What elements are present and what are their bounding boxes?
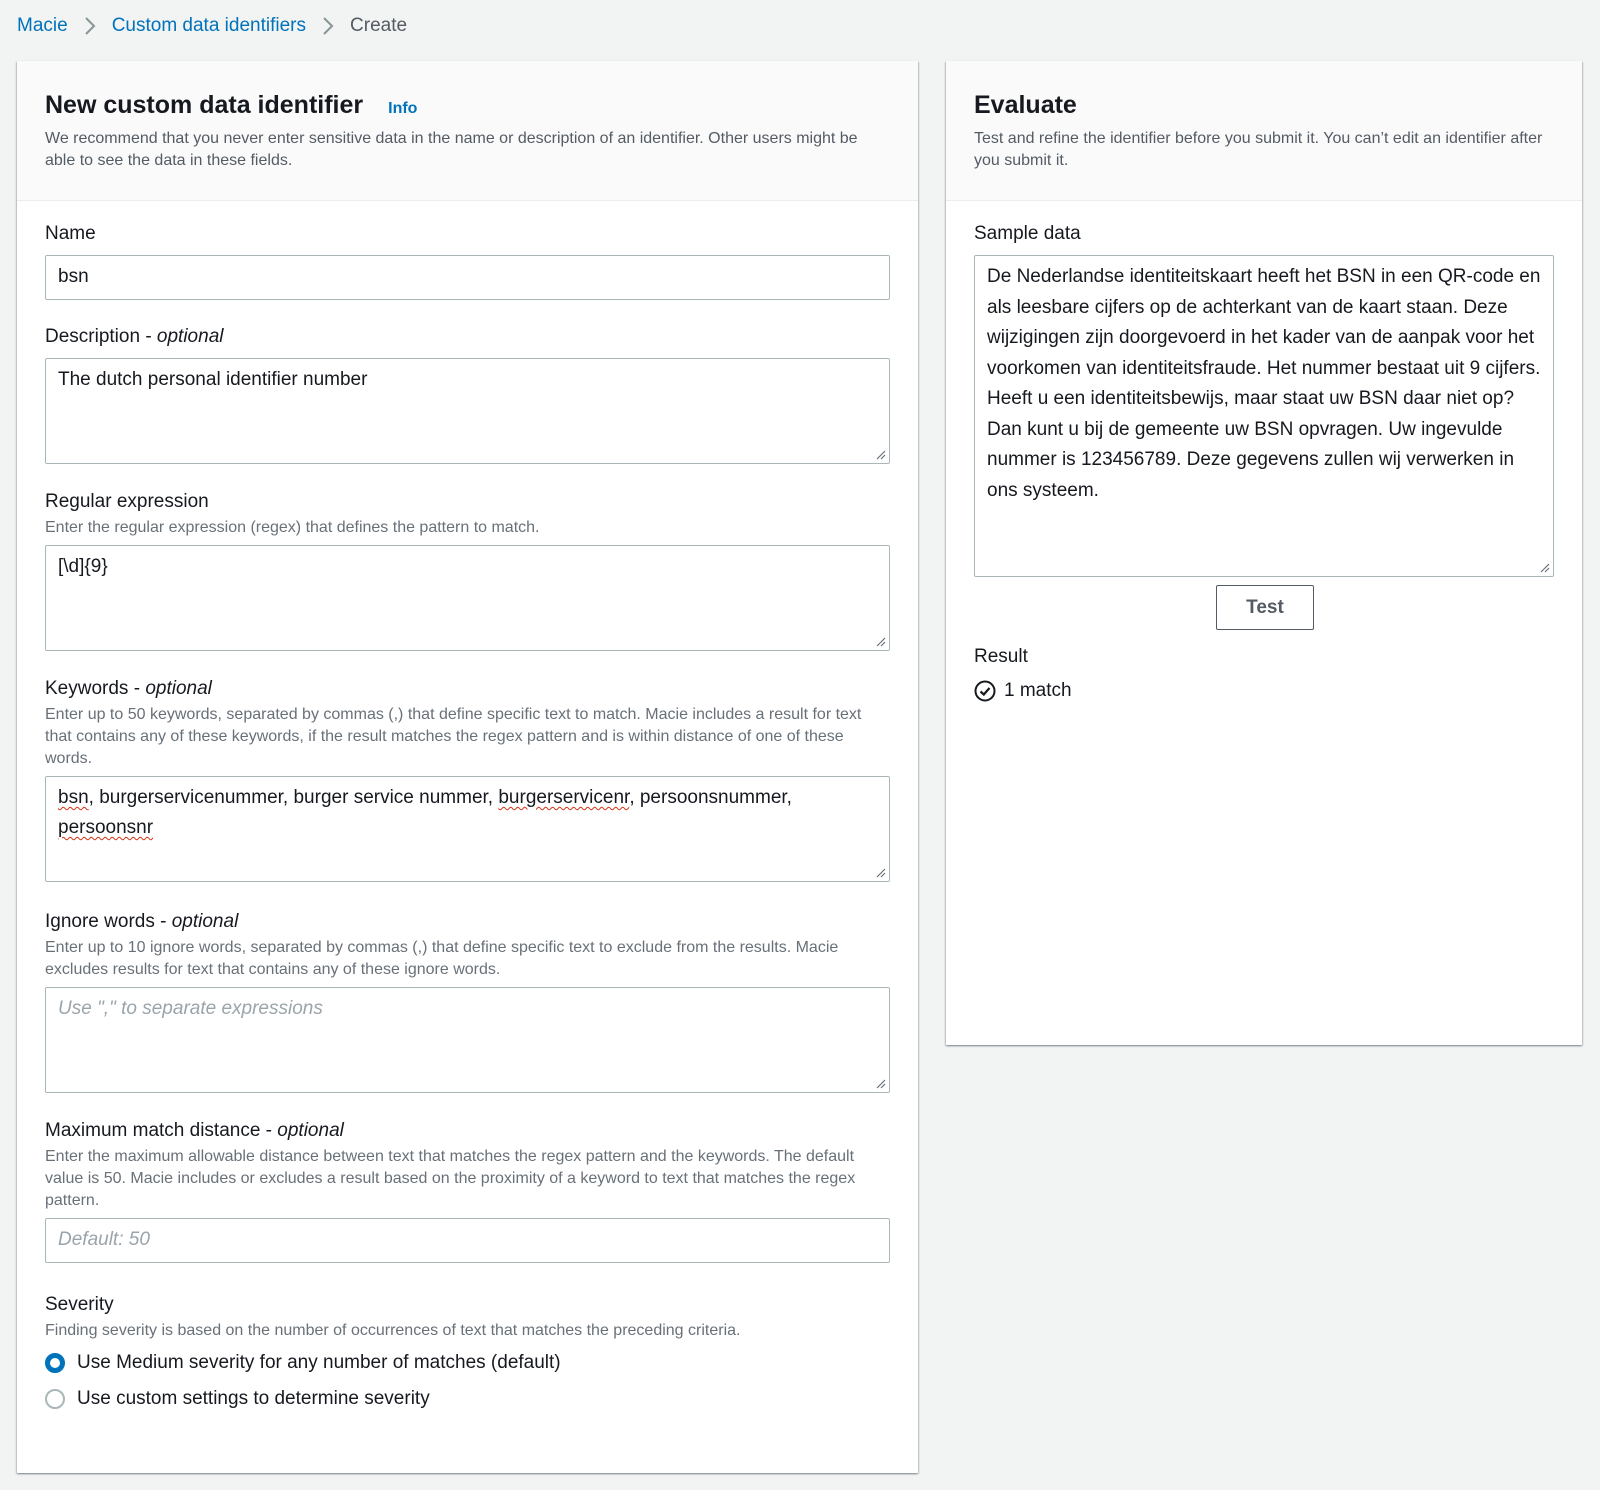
check-circle-icon: [974, 680, 996, 702]
ignore-words-placeholder: Use "," to separate expressions: [58, 998, 323, 1019]
evaluate-title: Evaluate: [974, 91, 1077, 119]
description-value: The dutch personal identifier number: [58, 369, 368, 390]
name-input[interactable]: bsn: [45, 255, 890, 300]
keyword-persoonsnr: persoonsnr: [58, 817, 154, 838]
ignore-words-hint: Enter up to 10 ignore words, separated by commas (,) that define specific text to exclude from the results. Macie excludes results for text that contains any of these ignore words.: [45, 939, 839, 978]
keywords-hint: Enter up to 50 keywords, separated by commas (,) that define specific text to match. Macie includes a result for text that contains any of these keywords, if the result matches the regex pattern and is within distance of one of these words.: [45, 706, 862, 767]
keywords-label: Keywords - optional: [45, 678, 212, 699]
panel-title: New custom data identifier: [45, 91, 364, 119]
breadcrumb-current: Create: [350, 15, 408, 36]
severity-field: [45, 1294, 890, 1410]
new-identifier-panel: [17, 61, 918, 1473]
max-distance-placeholder: Default: 50: [58, 1229, 150, 1250]
result-field: [974, 646, 1554, 702]
severity-option-custom[interactable]: Use custom settings to determine severity: [45, 1388, 890, 1410]
max-distance-field: [45, 1120, 890, 1263]
evaluate-description: Test and refine the identifier before you submit it. You can’t edit an identifier after you submit it.: [974, 130, 1543, 169]
chevron-right-icon: [322, 17, 334, 35]
result-value: 1 match: [1004, 680, 1072, 701]
panel-header: [946, 61, 1582, 201]
severity-label: Severity: [45, 1294, 114, 1315]
result-status: [974, 680, 1554, 702]
description-field: [45, 326, 890, 464]
sample-data-field: [974, 223, 1554, 577]
max-distance-hint: Enter the maximum allowable distance between text that matches the regex pattern and the keywords. The default value is 50. Macie includes or excludes a result based on the proximity of a keyword to text that matches the regex pattern.: [45, 1148, 856, 1209]
sample-data-textarea[interactable]: [974, 255, 1554, 577]
regex-hint: Enter the regular expression (regex) that defines the pattern to match.: [45, 519, 540, 536]
resize-grip-icon[interactable]: [874, 448, 886, 460]
breadcrumb-custom-data-identifiers[interactable]: Custom data identifiers: [111, 15, 307, 36]
keywords-textarea[interactable]: bsn, burgerservicenummer, burger service nummer, burgerservicenr, persoonsnummer, persoonsnr: [45, 776, 890, 882]
description-label: Description - optional: [45, 326, 224, 347]
test-button[interactable]: Test: [1216, 585, 1314, 630]
resize-grip-icon[interactable]: [874, 635, 886, 647]
result-label: Result: [974, 646, 1028, 667]
resize-grip-icon[interactable]: [874, 1077, 886, 1089]
ignore-words-textarea[interactable]: [45, 987, 890, 1093]
keyword-bsn: bsn: [58, 787, 89, 808]
ignore-words-label: Ignore words - optional: [45, 911, 239, 932]
regex-value: [\d]{9}: [58, 556, 108, 577]
resize-grip-icon[interactable]: [874, 866, 886, 878]
ignore-words-field: [45, 911, 890, 1093]
chevron-right-icon: [84, 17, 96, 35]
panel-description: We recommend that you never enter sensitive data in the name or description of an identifier. Other users might be able to see the data in these fields.: [45, 130, 858, 169]
sample-data-value: De Nederlandse identiteitskaart heeft het BSN in een QR-code en als leesbare cijfers op de achterkant van de kaart staan. Deze wijzigingen zijn doorgevoerd in het kader van de aanpak voor het voorkomen van identiteitsfraude. Het nummer bestaat uit 9 cijfers. Heeft u een identiteitsbewijs, maar staat uw BSN daar niet op? Dan kunt u bij de gemeente uw BSN opvragen. Uw ingevulde nummer is 123456789. Deze gegevens zullen wij verwerken in ons systeem.: [987, 266, 1541, 501]
name-label: Name: [45, 223, 96, 244]
evaluate-panel: [946, 61, 1582, 1045]
max-distance-input[interactable]: [45, 1218, 890, 1263]
panel-header: [17, 61, 918, 201]
name-field: [45, 223, 890, 300]
severity-option-medium[interactable]: Use Medium severity for any number of matches (default): [45, 1352, 890, 1374]
severity-hint: Finding severity is based on the number of occurrences of text that matches the preceding criteria.: [45, 1322, 741, 1339]
keyword-burgerservicenr: burgerservicenr: [498, 787, 630, 808]
regex-label: Regular expression: [45, 491, 209, 512]
radio-unselected-icon[interactable]: [45, 1389, 65, 1409]
radio-selected-icon[interactable]: [45, 1353, 65, 1373]
regex-textarea[interactable]: [45, 545, 890, 651]
max-distance-label: Maximum match distance - optional: [45, 1120, 344, 1141]
resize-grip-icon[interactable]: [1538, 561, 1550, 573]
sample-data-label: Sample data: [974, 223, 1081, 244]
breadcrumb-macie[interactable]: Macie: [17, 15, 68, 36]
keywords-field: [45, 678, 890, 882]
info-link[interactable]: Info: [388, 100, 418, 117]
regex-field: [45, 491, 890, 651]
breadcrumb: [17, 14, 407, 38]
description-textarea[interactable]: [45, 358, 890, 464]
